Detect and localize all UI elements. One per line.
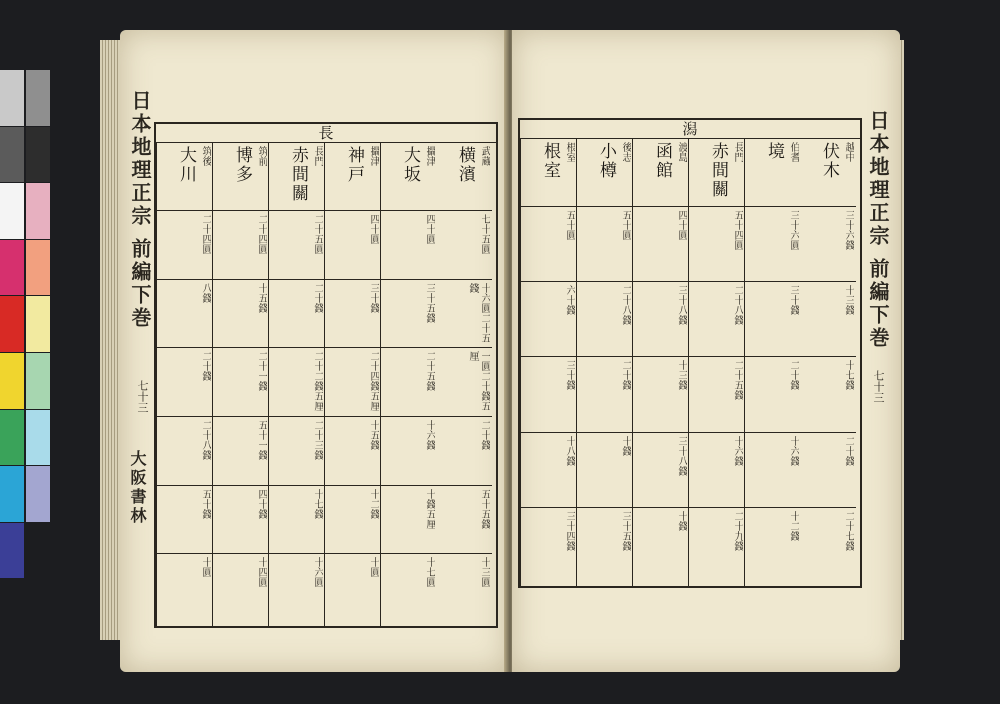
color-swatch (0, 353, 24, 409)
row-divider (213, 210, 269, 211)
fare-cell: 三十錢 (368, 282, 379, 313)
prefecture-label: 伯耆 (788, 142, 799, 162)
color-calibration-chart (0, 70, 52, 636)
place-name: 函館 (652, 142, 672, 180)
fare-cell: 二十九錢 (732, 510, 743, 551)
fare-cell: 二十二錢五厘 (312, 351, 323, 412)
left-fare-table (154, 122, 498, 628)
table-column (156, 142, 213, 626)
place-name: 赤間關 (708, 142, 728, 199)
color-swatch (0, 240, 24, 296)
place-name: 大川 (176, 146, 196, 184)
right-page-number: 七十三 (872, 370, 885, 403)
table-column (212, 142, 269, 626)
row-divider (269, 416, 325, 417)
row-divider (633, 206, 689, 207)
row-divider (213, 485, 269, 486)
fare-cell: 三十六錢 (843, 210, 854, 250)
table-column (688, 138, 745, 586)
fare-cell: 三十錢 (788, 285, 799, 316)
right-table-header: 潟 (520, 120, 860, 139)
color-swatch (0, 523, 24, 579)
row-divider (157, 553, 213, 554)
place-name: 大坂 (400, 146, 420, 184)
fare-cell: 五十一錢 (256, 420, 267, 460)
color-swatch (0, 127, 24, 183)
fare-cell: 十七錢 (312, 488, 323, 519)
fare-cell: 二十七錢 (843, 510, 854, 551)
fare-cell: 十錢 (676, 510, 687, 531)
row-divider (269, 279, 325, 280)
color-swatch (26, 70, 50, 126)
fare-cell: 二十錢 (620, 360, 631, 391)
row-divider (381, 553, 437, 554)
fare-cell: 二十錢 (479, 420, 490, 450)
fare-cell: 三十八錢 (676, 285, 687, 326)
color-swatch (0, 466, 24, 522)
left-page-number: 七十三 (136, 380, 149, 413)
row-divider (577, 356, 633, 357)
fare-cell: 二十五錢 (424, 351, 435, 392)
row-divider (800, 281, 856, 282)
place-name: 小樽 (596, 142, 616, 180)
row-divider (436, 416, 492, 417)
row-divider (436, 210, 492, 211)
prefecture-label: 根室 (564, 142, 575, 162)
fare-cell: 四十圓 (676, 210, 687, 240)
fare-cell: 十五錢 (368, 420, 379, 450)
color-swatch (0, 296, 24, 352)
fare-cell: 三十四錢 (564, 510, 575, 551)
prefecture-label: 長門 (312, 146, 323, 166)
fare-cell: 十六錢 (424, 420, 435, 450)
left-table-header: 長 (156, 124, 496, 143)
right-margin-title: 日本地理正宗 前編下巻 (866, 110, 890, 350)
row-divider (436, 279, 492, 280)
fare-cell: 十七錢 (843, 360, 854, 391)
prefecture-label: 長門 (732, 142, 743, 162)
row-divider (577, 432, 633, 433)
fare-cell: 十六圓二十五錢 (467, 282, 490, 343)
row-divider (521, 507, 577, 508)
row-divider (325, 416, 381, 417)
left-margin-publisher: 大阪書林 (128, 450, 147, 526)
row-divider (521, 432, 577, 433)
right-page (512, 30, 900, 672)
row-divider (689, 356, 745, 357)
row-divider (800, 356, 856, 357)
place-name: 赤間關 (288, 146, 308, 203)
fare-cell: 五十圓 (620, 210, 631, 240)
row-divider (689, 507, 745, 508)
row-divider (213, 416, 269, 417)
table-column (324, 142, 381, 626)
color-swatch (0, 410, 24, 466)
fare-cell: 一圓二十錢五厘 (467, 351, 490, 412)
row-divider (269, 485, 325, 486)
row-divider (157, 347, 213, 348)
left-margin-title: 日本地理正宗 前編下巻 (128, 90, 152, 330)
fare-cell: 二十八錢 (200, 420, 211, 460)
fare-cell: 十七圓 (424, 557, 435, 588)
row-divider (800, 432, 856, 433)
prefecture-label: 後志 (620, 142, 631, 162)
color-swatch (0, 183, 24, 239)
place-name: 伏木 (819, 142, 839, 180)
fare-cell: 五十錢 (200, 488, 211, 519)
fare-cell: 十六錢 (788, 435, 799, 466)
prefecture-label: 筑後 (200, 146, 211, 166)
place-name: 境 (764, 142, 784, 161)
fare-cell: 四十錢 (256, 488, 267, 519)
fare-cell: 四十圓 (424, 214, 435, 244)
row-divider (745, 356, 801, 357)
prefecture-label: 越中 (843, 142, 854, 162)
fare-cell: 十六圓 (312, 557, 323, 588)
color-swatch (26, 183, 50, 239)
row-divider (633, 432, 689, 433)
table-column (744, 138, 801, 586)
fare-cell: 二十四圓 (256, 214, 267, 254)
row-divider (269, 347, 325, 348)
row-divider (157, 210, 213, 211)
table-column (576, 138, 633, 586)
fare-cell: 十三錢 (676, 360, 687, 391)
fare-cell: 十二錢 (788, 510, 799, 541)
prefecture-label: 攝津 (368, 146, 379, 166)
fare-cell: 八錢 (200, 282, 211, 303)
row-divider (745, 281, 801, 282)
row-divider (269, 210, 325, 211)
fare-cell: 十圓 (368, 557, 379, 578)
right-fare-table (518, 118, 862, 588)
row-divider (325, 279, 381, 280)
fare-cell: 二十四圓 (200, 214, 211, 254)
row-divider (325, 210, 381, 211)
row-divider (800, 507, 856, 508)
row-divider (381, 485, 437, 486)
fare-cell: 三十五錢 (424, 282, 435, 323)
row-divider (381, 416, 437, 417)
row-divider (381, 347, 437, 348)
row-divider (689, 206, 745, 207)
row-divider (436, 553, 492, 554)
table-column (800, 138, 856, 586)
fare-cell: 二十四錢五厘 (368, 351, 379, 412)
fare-cell: 十五錢 (256, 282, 267, 313)
row-divider (325, 485, 381, 486)
left-page (120, 30, 508, 672)
row-divider (381, 210, 437, 211)
color-swatch (26, 240, 50, 296)
fare-cell: 十六錢 (732, 435, 743, 466)
row-divider (745, 206, 801, 207)
row-divider (521, 356, 577, 357)
fare-cell: 十三圓 (479, 557, 490, 588)
color-swatch (0, 70, 24, 126)
fare-cell: 二十錢 (788, 360, 799, 391)
row-divider (436, 485, 492, 486)
row-divider (213, 347, 269, 348)
fare-cell: 四十圓 (368, 214, 379, 244)
row-divider (325, 553, 381, 554)
fare-cell: 二十三錢 (312, 420, 323, 460)
table-column (380, 142, 437, 626)
row-divider (689, 281, 745, 282)
fare-cell: 三十五錢 (620, 510, 631, 551)
fare-cell: 五十圓 (564, 210, 575, 240)
table-column (632, 138, 689, 586)
prefecture-label: 武蔵 (479, 146, 490, 166)
row-divider (157, 485, 213, 486)
fare-cell: 三十六圓 (788, 210, 799, 250)
row-divider (381, 279, 437, 280)
row-divider (577, 507, 633, 508)
row-divider (269, 553, 325, 554)
row-divider (633, 356, 689, 357)
row-divider (436, 347, 492, 348)
open-book (120, 30, 900, 672)
place-name: 神戸 (344, 146, 364, 184)
row-divider (157, 416, 213, 417)
fare-cell: 二十一錢 (256, 351, 267, 392)
row-divider (325, 347, 381, 348)
row-divider (521, 281, 577, 282)
fare-cell: 三十錢 (564, 360, 575, 391)
fare-cell: 二十五圓 (312, 214, 323, 254)
color-swatch (26, 410, 50, 466)
color-swatch (26, 466, 50, 522)
row-divider (577, 206, 633, 207)
fare-cell: 十錢五厘 (424, 488, 435, 529)
fare-cell: 二十錢 (312, 282, 323, 313)
color-swatch (26, 127, 50, 183)
row-divider (213, 553, 269, 554)
row-divider (745, 432, 801, 433)
fare-cell: 五十五錢 (479, 488, 490, 529)
fare-cell: 七十五圓 (479, 214, 490, 254)
fare-cell: 二十錢 (200, 351, 211, 382)
fare-cell: 六十錢 (564, 285, 575, 316)
prefecture-label: 渡島 (676, 142, 687, 162)
row-divider (633, 281, 689, 282)
fare-cell: 十四圓 (256, 557, 267, 588)
place-name: 横濱 (455, 146, 475, 184)
fare-cell: 十八錢 (564, 435, 575, 466)
place-name: 博多 (232, 146, 252, 184)
table-column (436, 142, 492, 626)
fare-cell: 三十八錢 (676, 435, 687, 476)
row-divider (800, 206, 856, 207)
table-column (520, 138, 577, 586)
prefecture-label: 攝津 (424, 146, 435, 166)
row-divider (633, 507, 689, 508)
row-divider (157, 279, 213, 280)
fare-cell: 五十四圓 (732, 210, 743, 250)
fare-cell: 十二錢 (368, 488, 379, 519)
row-divider (745, 507, 801, 508)
row-divider (689, 432, 745, 433)
table-column (268, 142, 325, 626)
fare-cell: 十圓 (200, 557, 211, 578)
color-swatch (26, 353, 50, 409)
fare-cell: 二十五錢 (732, 360, 743, 401)
row-divider (521, 206, 577, 207)
color-swatch (26, 296, 50, 352)
row-divider (213, 279, 269, 280)
fare-cell: 二十八錢 (732, 285, 743, 326)
place-name: 根室 (540, 142, 560, 180)
fare-cell: 十錢 (620, 435, 631, 456)
prefecture-label: 筑前 (256, 146, 267, 166)
row-divider (577, 281, 633, 282)
fare-cell: 二十錢 (843, 435, 854, 466)
fare-cell: 二十八錢 (620, 285, 631, 326)
fare-cell: 十三錢 (843, 285, 854, 316)
